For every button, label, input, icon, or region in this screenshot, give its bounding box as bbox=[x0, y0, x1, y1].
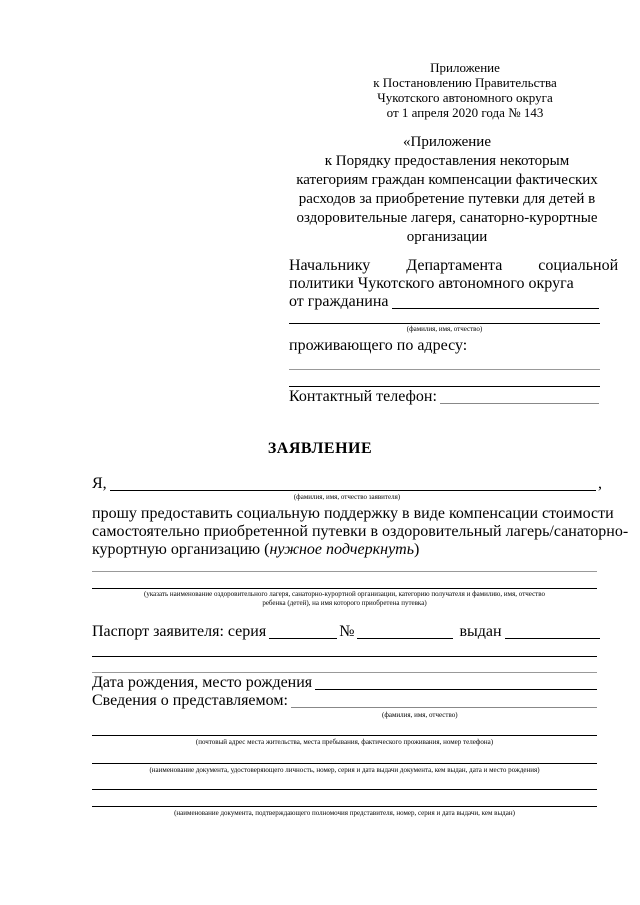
document-title: ЗАЯВЛЕНИЕ bbox=[267, 440, 373, 457]
address-line-1[interactable] bbox=[289, 369, 600, 370]
representative-field[interactable] bbox=[291, 692, 597, 708]
applicant-row bbox=[92, 474, 602, 494]
phone-row bbox=[289, 387, 601, 407]
appendix-line: оздоровительные лагеря, санаторно-курортные bbox=[296, 210, 598, 226]
passport-issued-field[interactable] bbox=[505, 623, 600, 639]
fio-line[interactable] bbox=[289, 323, 600, 324]
addressee-line-2: политики Чукотского автономного округа bbox=[289, 275, 574, 292]
rep-authority-line-1[interactable] bbox=[92, 789, 597, 790]
request-line-1: прошу предоставить социальную поддержку в виде компенсации стоимости bbox=[92, 505, 614, 522]
representative-label: Сведения о представляемом: bbox=[92, 692, 288, 709]
rep-address-line[interactable] bbox=[92, 735, 597, 736]
passport-label: Паспорт заявителя: серия bbox=[92, 623, 267, 640]
rep-doc-caption: (наименование документа, удостоверяющего личность, номер, серия и дата выдачи документа, кем выдан, дата и место рождения) bbox=[149, 766, 540, 774]
appendix-header bbox=[282, 133, 612, 247]
camp-caption bbox=[92, 590, 597, 608]
appendix-line: организации bbox=[406, 229, 488, 245]
birth-row bbox=[92, 673, 599, 693]
header-line: Приложение bbox=[430, 60, 500, 75]
header-line: от 1 апреля 2020 года № 143 bbox=[386, 105, 544, 120]
passport-line-2[interactable] bbox=[92, 656, 597, 657]
camp-line-2[interactable] bbox=[92, 588, 597, 589]
addressee-line-1: Начальнику Департамента социальной bbox=[289, 257, 619, 274]
camp-caption-line: ребенка (детей), на имя которого приобретена путевка) bbox=[262, 599, 427, 607]
passport-number-label: № bbox=[339, 623, 355, 640]
appendix-line: к Порядку предоставления некоторым bbox=[324, 153, 570, 169]
header-line: Чукотского автономного округа bbox=[377, 90, 553, 105]
header-line: к Постановлению Правительства bbox=[373, 75, 557, 90]
request-line-3-end: ) bbox=[414, 541, 420, 558]
camp-caption-line: (указать наименование оздоровительного лагеря, санаторно-курортной организации, категорию получателя и фамилию, имя, отчество bbox=[144, 590, 545, 598]
birth-label: Дата рождения, место рождения bbox=[92, 674, 313, 691]
applicant-caption: (фамилия, имя, отчество заявителя) bbox=[293, 493, 401, 501]
rep-authority-line-2[interactable] bbox=[92, 806, 597, 807]
camp-line-1[interactable] bbox=[92, 571, 597, 572]
appendix-line: «Приложение bbox=[402, 134, 491, 150]
rep-doc-line[interactable] bbox=[92, 763, 597, 764]
underline-note: нужное подчеркнуть bbox=[269, 541, 415, 558]
rep-address-caption: (почтовый адрес места жительства, места пребывания, фактического проживания, номер телефона) bbox=[195, 738, 494, 746]
appendix-line: расходов за приобретение путевки для детей в bbox=[298, 191, 596, 207]
passport-series-field[interactable] bbox=[269, 623, 337, 639]
birth-field[interactable] bbox=[315, 674, 597, 690]
from-citizen-label: от гражданина bbox=[289, 293, 389, 310]
rep-fio-caption: (фамилия, имя, отчество) bbox=[382, 711, 458, 719]
passport-number-field[interactable] bbox=[357, 623, 453, 639]
applicant-fio-field[interactable] bbox=[110, 475, 596, 491]
from-citizen-row bbox=[289, 292, 601, 312]
request-line-3-text: курортную организацию ( bbox=[92, 541, 270, 558]
phone-field[interactable] bbox=[440, 388, 599, 404]
appendix-line: категориям граждан компенсации фактических bbox=[296, 172, 598, 188]
address-label: проживающего по адресу: bbox=[289, 337, 468, 354]
passport-issued-label: выдан bbox=[459, 623, 502, 640]
phone-label: Контактный телефон: bbox=[289, 388, 437, 405]
from-citizen-field[interactable] bbox=[392, 293, 599, 309]
fio-caption: (фамилия, имя, отчество) bbox=[406, 325, 483, 333]
i-label: Я, bbox=[92, 475, 107, 492]
decree-header bbox=[360, 60, 570, 120]
i-comma: , bbox=[598, 475, 602, 492]
representative-row bbox=[92, 691, 599, 711]
rep-authority-caption: (наименование документа, подтверждающего полномочия представителя, номер, серия и дата выдачи, кем выдан) bbox=[174, 809, 515, 817]
passport-row bbox=[92, 622, 602, 642]
request-line-2: самостоятельно приобретенной путевки в оздоровительный лагерь/санаторно- bbox=[92, 523, 629, 540]
request-line-3 bbox=[92, 540, 419, 560]
